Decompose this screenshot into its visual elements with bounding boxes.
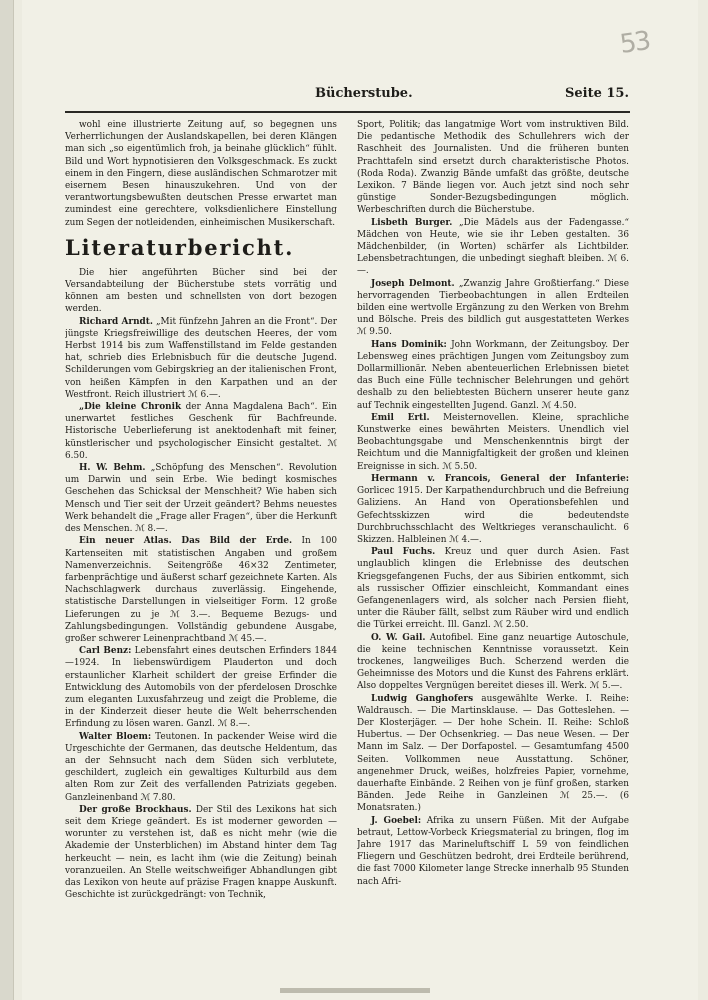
entry-text: Die hier angeführten Bücher sind bei der Versandabteilung der Bücherstube stets vorrätig und können am besten und schnellsten von dort bezogen werden. <box>65 267 337 315</box>
entry-author: Carl Benz: <box>79 646 132 657</box>
entry-text: ausgewählte Werke. I. Reihe: Waldrausch. — Die Martinsklause. — Das Gotteslehen. — Der Klosterjäger. — Der hohe Schein. II. Reihe: Schloß Hubertus. — Der Ochsenkrieg. — Das neue Wesen. — Der Mann im Salz. — Der Dorfapostel. — Gesamtumfang 4500 Seiten. Vollkommen neue Ausstattung. Schöner, angenehmer Druck, weißes, holzfreies Papier, vornehme, dauerhafte Einbände. 2 Reihen von je fünf großen, starken Bänden. Jede Reihe in Ganzleinen ℳ 25.—. (6 Monatsraten.) <box>357 693 629 814</box>
entry-text: Gorlicec 1915. Der Karpathendurchbruch und die Befreiung Galiziens. An Hand von Operationsbefehlen und Gefechtsskizzen wird die bedeutendste Durchbruchsschlacht des Weltkrieges veranschaulicht. 6 Skizzen. Halbleinen ℳ 4.—. <box>357 486 629 545</box>
book-entry <box>65 401 337 462</box>
book-entry <box>65 535 337 645</box>
section-heading: Literaturbericht. <box>65 234 295 260</box>
book-entry <box>357 278 629 339</box>
entry-text: „Die Mädels aus der Fadengasse.“ Mädchen von Heute, wie sie ihr Leben gestalten. 36 Mädchenbilder, (in Worten) schärfer als Lichtbilder. Lebensbetrachtungen, die unbedingt sieghaft bleiben. ℳ 6.—. <box>357 217 629 277</box>
book-entry <box>65 731 337 804</box>
left-column <box>65 119 337 955</box>
entry-author: Walter Bloem: <box>79 731 152 742</box>
entry-text: Kreuz und quer durch Asien. Fast unglaublich klingen die Erlebnisse des deutschen Kriegsgefangenen Fuchs, der aus Sibirien entkommt, sich als russischer Offizier einschleicht, Kommandant eines Gefangenenlagers wird, als solcher nach Persien flieht, unter die Räuber fällt, selbst zum Räuber wird und endlich die Türkei erreicht. Ill. Ganzl. ℳ 2.50. <box>357 547 629 631</box>
scan-bottom-mark <box>280 988 430 993</box>
entry-author: Lisbeth Burger. <box>371 217 453 228</box>
entry-text: Meisternovellen. Kleine, sprachliche Kunstwerke eines bewährten Meisters. Unendlich viel Beobachtungsgabe und Menschenkenntnis birgt der Reichtum und die Mannigfaltigkeit der großen und kleinen Ereignisse in sich. ℳ 5.50. <box>357 412 629 472</box>
entry-author: Der große Brockhaus. <box>79 804 192 815</box>
entry-author: „Die kleine Chronik <box>79 402 182 413</box>
binding-edge <box>0 0 14 1000</box>
entry-text: „Mit fünfzehn Jahren an die Front“. Der jüngste Kriegsfreiwillige des deutschen Heeres, der vom Herbst 1914 bis zum Waffenstillstand im Felde gestanden hat, schrieb dies Erlebnisbuch für die deutsche Jugend. Schilderungen vom Gebirgskrieg an der italienischen Front, von heißen Kämpfen in den Karpathen und an der Westfront. Reich illustriert ℳ 6.—. <box>65 316 337 400</box>
book-entry <box>65 462 337 535</box>
entry-author: Paul Fuchs. <box>371 547 436 558</box>
entry-text: Lebensfahrt eines deutschen Erfinders 1844—1924. In liebenswürdigem Plauderton und doch erstaunlicher Klarheit schildert der greise Erfinder die Entwicklung des Automobils von der pferdelosen Droschke zum eleganten Luxusfahrzeug und zeigt die Probleme, die in der Kinderzeit dieser heute die Welt beherrschenden Erfindung zu lösen waren. Ganzl. ℳ 8.—. <box>65 646 337 730</box>
book-entry <box>357 815 629 888</box>
entry-text: Teutonen. In packender Weise wird die Urgeschichte der Germanen, das deutsche Heldentum, das an der Sehnsucht nach dem Süden sich verblutete, geschildert, zugleich ein gewaltiges Kulturbild aus dem alten Rom zur Zeit des verfallenden Patriziats gegeben. Ganzleinenband ℳ 7.80. <box>65 731 337 803</box>
paragraph <box>65 119 337 229</box>
right-column <box>357 119 629 955</box>
entry-author: Hans Dominik: <box>371 339 447 350</box>
book-entry <box>65 804 337 902</box>
book-entry <box>357 339 629 412</box>
entry-text: John Workmann, der Zeitungsboy. Der Lebensweg eines prächtigen Jungen vom Zeitungsboy zum Dollarmillionär. Neben abenteuerlichen Erlebnissen bietet das Buch eine Fülle technischer Belehrungen und gehört deshalb zu den beliebtesten Büchern unserer heute ganz auf Technik eingestellten Jugend. Ganzl. ℳ 4.50. <box>357 339 629 411</box>
entry-text: wohl eine illustrierte Zeitung auf, so begegnen uns Verherrlichungen der Auslandskapellen, bei deren Klängen man sich „so eigentümlich froh, ja beinahe glücklich“ fühlt. Bild und Wort hypnotisieren den Volksgeschmack. Es zuckt einem in den Fingern, diese ausländischen Schmarotzer mit eisernem Besen hinauszukehren. Und von der verantwortungsbewußten deutschen Presse erwartet man zumindest eine gerechtere, volksdienlichere Einstellung zum Segen der notleidenden, einheimischen Musikerschaft. <box>65 120 337 228</box>
book-entry <box>357 693 629 815</box>
book-entry <box>65 645 337 730</box>
entry-text: Der Stil des Lexikons hat sich seit dem Kriege geändert. Es ist moderner geworden — worunter zu verstehen ist, daß es nicht mehr (wie die Akademie der Unsterblichen) im Abstand hinter dem Tag herkeucht — nein, es lacht ihm (wie die Zeitung) beinah voranzueilen. An Stelle weitschweifiger Abhandlungen gibt das Lexikon von heute auf präzise Fragen knappe Auskunft. Geschichte ist zurückgedrängt: von Technik, <box>65 804 337 901</box>
entry-author: H. W. Behm. <box>79 463 146 474</box>
entry-author: J. Goebel: <box>371 815 422 826</box>
entry-text: der Anna Magdalena Bach“. Ein unerwartet festliches Geschenk für Bachfreunde. Historische Ueberlieferung ist anektodenhaft mit feiner, künstlerischer und psychologischer Einsicht gestaltet. ℳ 6.50. <box>65 402 337 461</box>
book-entry <box>357 412 629 473</box>
entry-text: „Zwanzig Jahre Großtierfang.“ Diese hervorragenden Tierbeobachtungen in allen Erdteilen bilden eine wertvolle Ergänzung zu den Werken von Brehm und Bölsche. Preis des bildlich gut ausgestatteten Werkes ℳ 9.50. <box>357 278 629 338</box>
pencil-page-note: 53 <box>618 26 652 60</box>
paragraph <box>357 119 629 217</box>
book-entry <box>357 473 629 546</box>
entry-text: „Schöpfung des Menschen“. Revolution um Darwin und sein Erbe. Wie bedingt kosmisches Geschehen das Schicksal der Menschheit? Wie haben sich Mensch und Tier seit der Urzeit geändert? Behms neuestes Werk behandelt die „Frage aller Fragen“, über die Herkunft des Menschen. ℳ 8.—. <box>65 463 337 535</box>
entry-text: In 100 Kartenseiten mit statistischen Angaben und großem Namenverzeichnis. Seitengröße 46×32 Zentimeter, farbenprächtige und äußerst scharf gezeichnete Karten. Als Nachschlagwerk durchaus zuverlässig. Eingehende, statistische Darstellungen in vielseitiger Form. 12 große Lieferungen zu je ℳ 3.—. Bequeme Bezugs- und Zahlungsbedingungen. Vollständig gebundene Ausgabe, großer schwerer Leinenprachtband ℳ 45.—. <box>65 536 337 644</box>
entry-text: Sport, Politik; das langatmige Wort vom instruktiven Bild. Die pedantische Methodik des Schullehrers wich der Raschheit des Journalisten. Und die früheren bunten Prachttafeln sind ersetzt durch charakteristische Photos. (Roda Roda). Zwanzig Bände umfaßt das größte, deutsche Lexikon. 7 Bände liegen vor. Auch jetzt sind noch sehr günstige Sonder-Bezugsbedingungen möglich. Werbeschriften durch die Bücherstube. <box>357 120 629 216</box>
running-header <box>65 86 629 104</box>
journal-title: Bücherstube. <box>315 86 413 101</box>
paragraph <box>65 267 337 316</box>
entry-text: Autofibel. Eine ganz neuartige Autoschule, die keine technischen Kenntnisse voraussetzt. Kein trockenes, langweiliges Buch. Scherzend werden die Geheimnisse des Motors und die Kunst des Fahrens erklärt. Also doppeltes Vergnügen bereitet dieses ill. Werk. ℳ 5.—. <box>357 632 629 692</box>
header-rule <box>65 111 630 113</box>
book-entry <box>65 316 337 401</box>
entry-author: Ludwig Ganghofers <box>371 693 474 704</box>
entry-author: O. W. Gail. <box>371 632 426 643</box>
entry-author: Richard Arndt. <box>79 316 153 327</box>
book-entry <box>357 217 629 278</box>
page-number: Seite 15. <box>564 86 629 101</box>
entry-text: Afrika zu unsern Füßen. Mit der Aufgabe betraut, Lettow-Vorbeck Kriegsmaterial zu bringen, flog im Jahre 1917 das Marineluftschiff L 59 von feindlichen Fliegern und Geschützen bedroht, drei Erdteile berührend, die fast 7000 Kilometer lange Strecke innerhalb 95 Stunden nach Afri- <box>357 815 629 887</box>
book-entry <box>357 546 629 631</box>
entry-author: Hermann v. Francois, General der Infanterie: <box>371 473 629 484</box>
book-entry <box>357 632 629 693</box>
entry-author: Emil Ertl. <box>371 412 430 423</box>
entry-author: Joseph Delmont. <box>371 278 455 289</box>
entry-author: Ein neuer Atlas. Das Bild der Erde. <box>79 536 293 547</box>
